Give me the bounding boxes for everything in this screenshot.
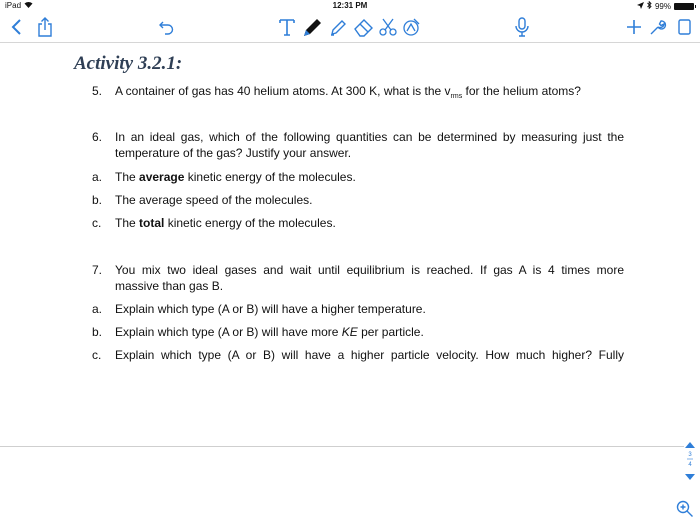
page-navigator-graphic[interactable] [683,440,697,484]
device-name: iPad [5,1,22,10]
current-page-number: 3 [688,452,692,458]
document-page[interactable] [0,43,700,443]
pen-tool-icon[interactable] [300,16,326,38]
page-down-icon [685,474,695,480]
page-break-divider [0,446,684,447]
question-7: 7. You mix two ideal gases and wait until equilibrium is reached. If gas A is 4 times more massive than gas B. [92,263,624,293]
zoom-icon[interactable] [676,500,694,518]
toolbar [0,12,700,43]
question-7a: a. Explain which type (A or B) will have a higher temperature. [92,302,426,316]
microphone-icon[interactable] [512,16,532,38]
question-7b: b. Explain which type (A or B) will have more KE per particle. [92,325,424,339]
page-up-icon [685,442,695,448]
text-tool-icon[interactable] [277,16,297,38]
question-6c: c. The total kinetic energy of the molecules. [92,216,336,230]
lasso-icon[interactable] [376,16,400,38]
question-7c: c. Explain which type (A or B) will have a higher particle velocity. How much higher? Fully [92,348,624,362]
undo-icon[interactable] [156,16,178,38]
battery-icon [674,3,694,10]
question-number: 6. [92,130,103,144]
bluetooth-icon [647,1,652,11]
back-icon[interactable] [6,16,26,38]
question-6: 6. In an ideal gas, which of the following quantities can be determined by measuring just the temperature of the gas? Justify your answer. [92,130,624,160]
rms-subscript: rms [450,93,463,100]
highlighter-icon[interactable] [328,16,350,38]
total-pages-number: 4 [688,462,692,468]
image-icon[interactable] [400,16,422,38]
question-6a: a. The average kinetic energy of the molecules. [92,170,356,184]
share-icon[interactable] [34,16,56,38]
add-icon[interactable] [624,16,644,38]
location-icon [637,2,644,11]
question-5: 5. A container of gas has 40 helium atoms. At 300 K, what is the $v_{rms}$ for the helium atoms? [92,84,581,100]
page-navigator[interactable] [683,440,697,484]
question-6b: b. The average speed of the molecules. [92,193,313,207]
question-number: 5. [92,84,103,98]
question-number: 7. [92,263,103,277]
pages-icon[interactable] [674,16,694,38]
battery-percent: 99% [654,1,671,11]
eraser-icon[interactable] [352,16,376,38]
status-bar [0,0,700,12]
activity-title: Activity 3.2.1: [74,53,183,74]
clock: 12:31 PM [332,1,368,10]
wrench-icon[interactable] [648,16,668,38]
